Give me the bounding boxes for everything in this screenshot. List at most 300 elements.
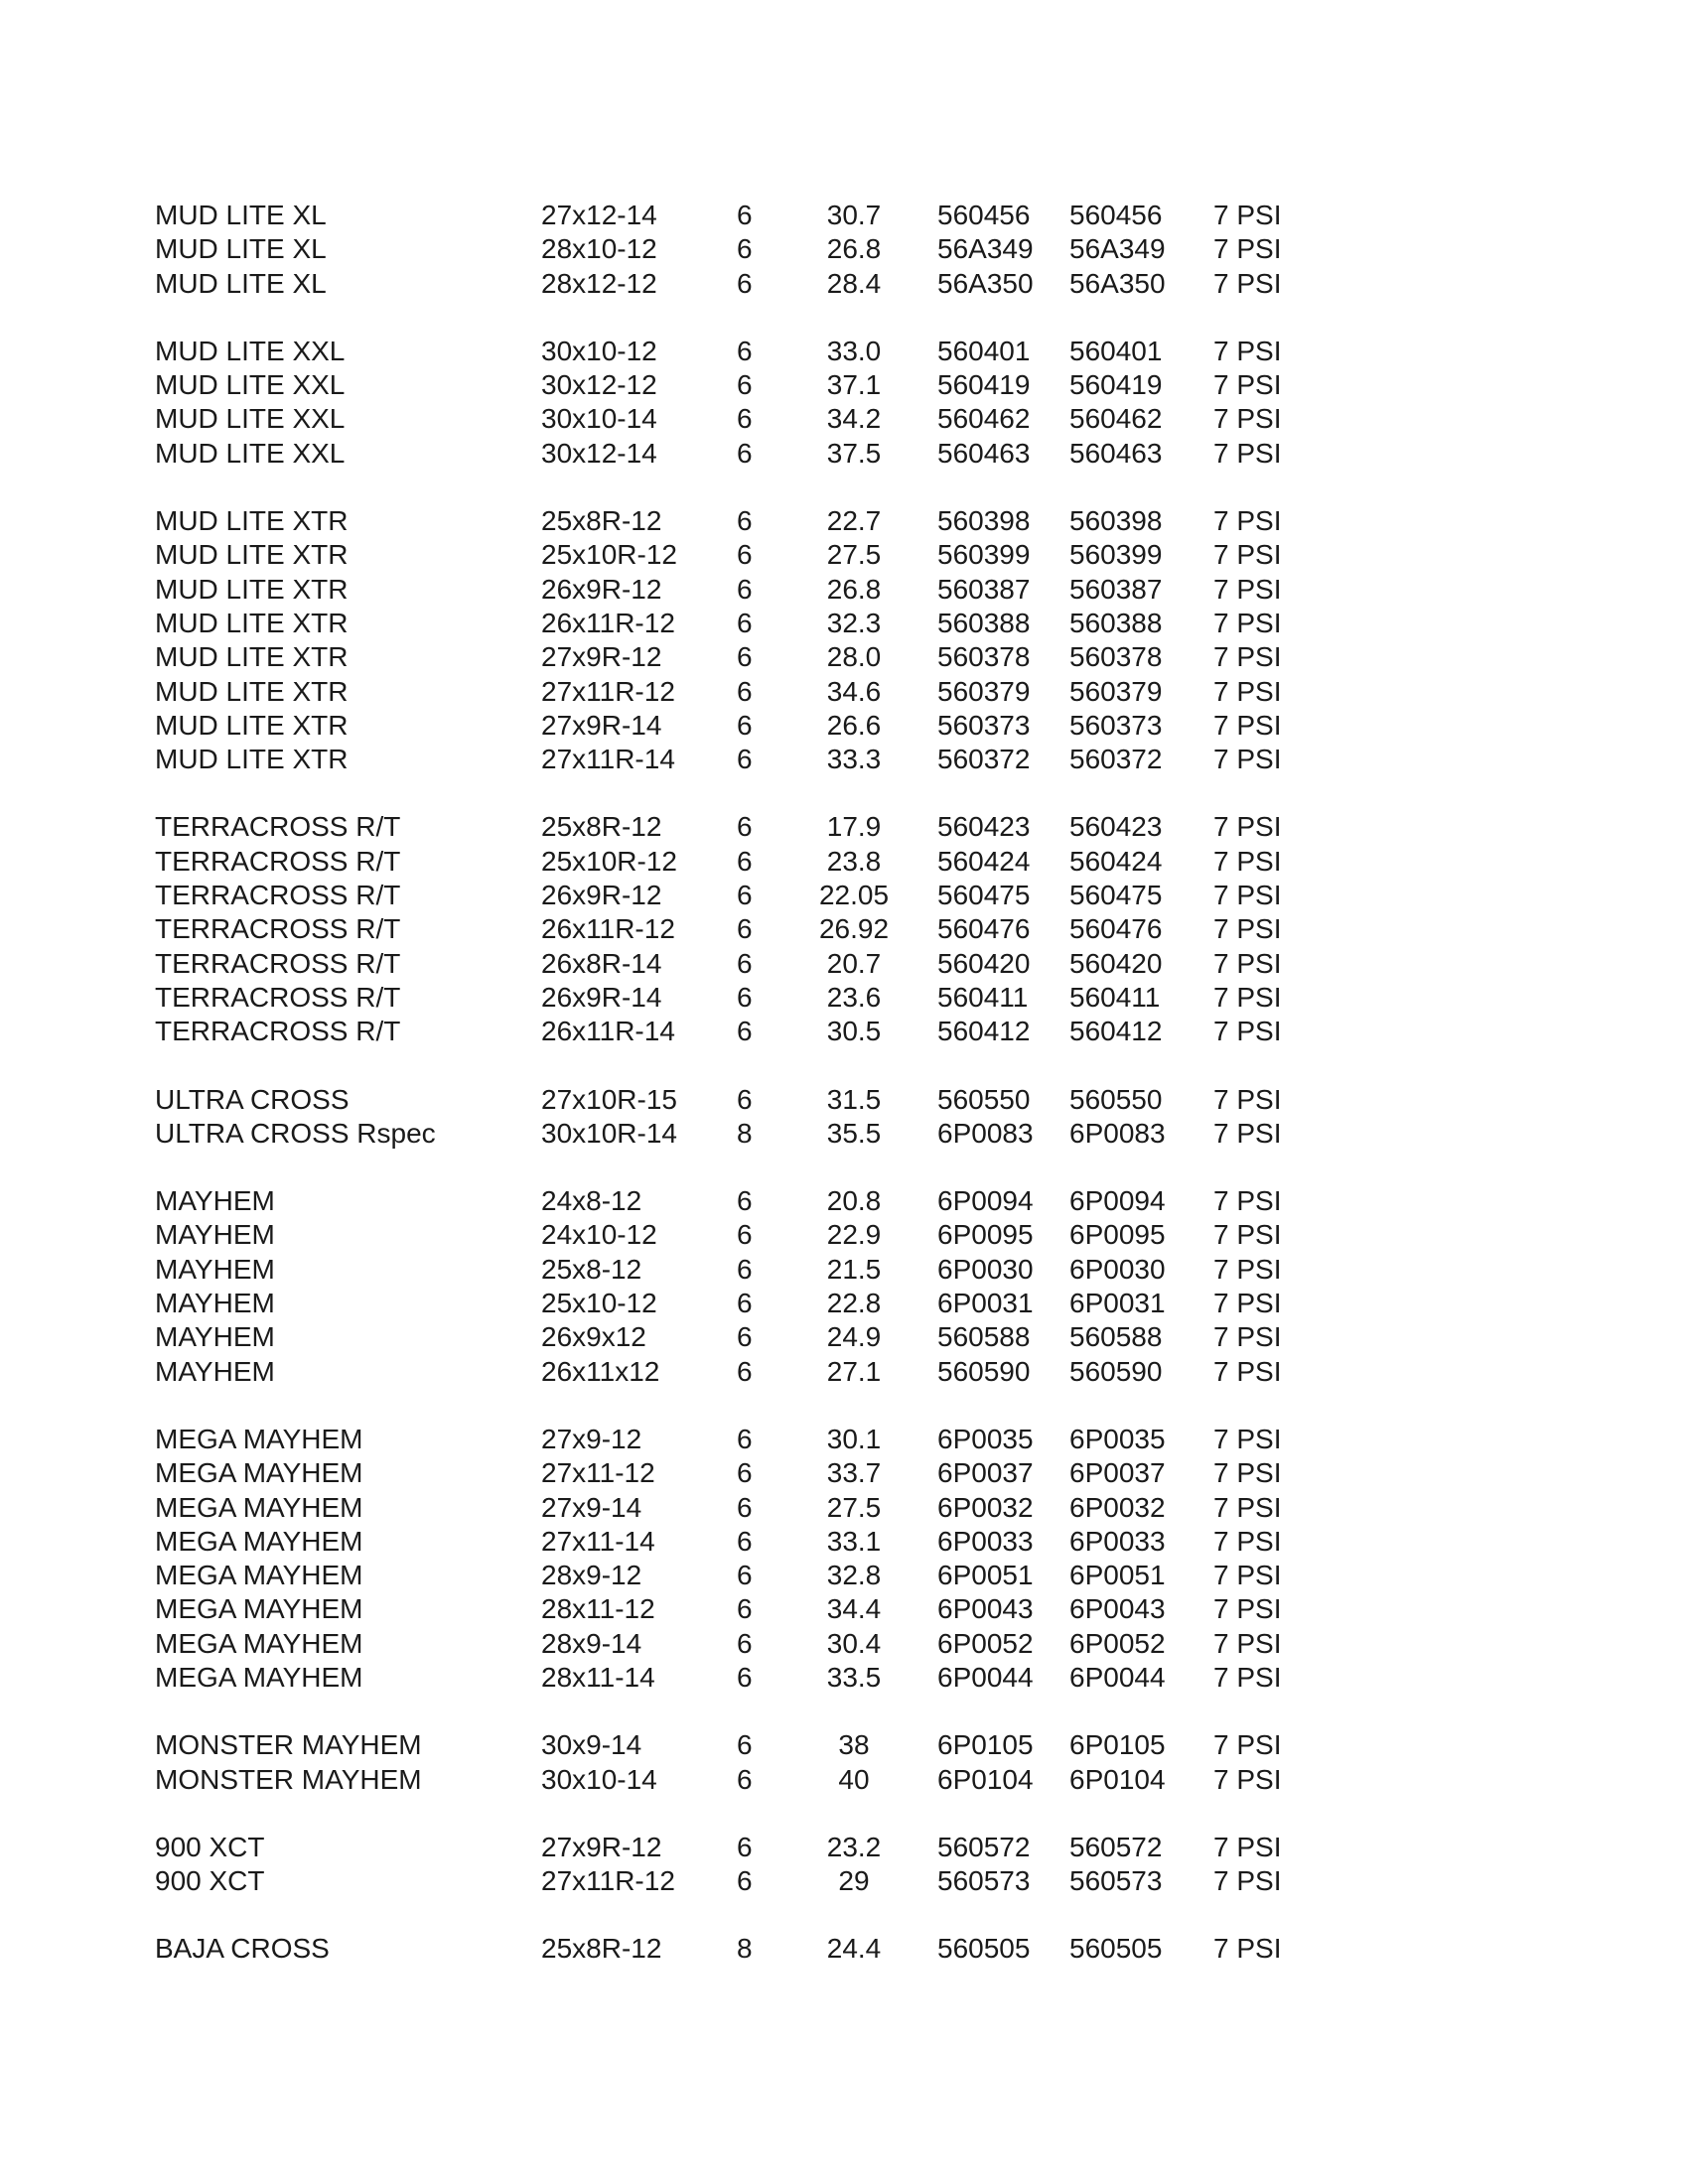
size-cell: 30x10R-14 bbox=[541, 1117, 677, 1149]
part-number-cell: 560399 bbox=[937, 539, 1031, 571]
part-number-alt-cell: 6P0095 bbox=[1069, 1219, 1166, 1251]
pressure-cell: 7 PSI bbox=[1213, 1219, 1282, 1251]
table-row bbox=[0, 640, 1688, 674]
table-row bbox=[0, 709, 1688, 743]
pressure-cell: 7 PSI bbox=[1213, 1321, 1282, 1353]
part-number-cell: 560424 bbox=[937, 845, 1031, 877]
ply-cell: 6 bbox=[737, 947, 753, 979]
table-row bbox=[0, 1627, 1688, 1661]
tire-group bbox=[0, 810, 1688, 1048]
table-row bbox=[0, 912, 1688, 946]
tire-group bbox=[0, 1184, 1688, 1389]
size-cell: 27x11R-12 bbox=[541, 675, 675, 707]
part-number-alt-cell: 6P0031 bbox=[1069, 1288, 1166, 1319]
ply-cell: 6 bbox=[737, 1593, 753, 1625]
size-cell: 26x8R-14 bbox=[541, 947, 662, 979]
table-row bbox=[0, 1083, 1688, 1117]
pressure-cell: 7 PSI bbox=[1213, 1831, 1282, 1862]
tire-group bbox=[0, 199, 1688, 301]
model-cell: TERRACROSS R/T bbox=[155, 981, 401, 1013]
model-cell: MUD LITE XXL bbox=[155, 369, 346, 401]
pressure-cell: 7 PSI bbox=[1213, 1083, 1282, 1115]
model-cell: MEGA MAYHEM bbox=[155, 1593, 363, 1625]
part-number-alt-cell: 560476 bbox=[1069, 913, 1163, 945]
part-number-alt-cell: 560412 bbox=[1069, 1016, 1163, 1047]
table-row bbox=[0, 1592, 1688, 1626]
model-cell: MAYHEM bbox=[155, 1219, 275, 1251]
part-number-cell: 560456 bbox=[937, 200, 1031, 230]
table-row bbox=[0, 232, 1688, 266]
part-number-alt-cell: 560505 bbox=[1069, 1933, 1163, 1965]
model-cell: MEGA MAYHEM bbox=[155, 1560, 363, 1591]
part-number-alt-cell: 560373 bbox=[1069, 709, 1163, 741]
part-number-alt-cell: 560463 bbox=[1069, 437, 1163, 469]
pressure-cell: 7 PSI bbox=[1213, 1016, 1282, 1047]
ply-cell: 6 bbox=[737, 709, 753, 741]
model-cell: MUD LITE XTR bbox=[155, 744, 349, 775]
part-number-cell: 560379 bbox=[937, 675, 1031, 707]
ply-cell: 6 bbox=[737, 1491, 753, 1523]
weight-cell: 28.0 bbox=[826, 641, 882, 673]
part-number-alt-cell: 6P0043 bbox=[1069, 1593, 1166, 1625]
pressure-cell: 7 PSI bbox=[1213, 1253, 1282, 1285]
weight-cell: 32.8 bbox=[826, 1560, 882, 1591]
weight-cell: 23.2 bbox=[826, 1831, 882, 1862]
part-number-alt-cell: 560462 bbox=[1069, 403, 1163, 435]
size-cell: 26x9R-12 bbox=[541, 880, 662, 911]
ply-cell: 6 bbox=[737, 267, 753, 299]
size-cell: 26x11R-12 bbox=[541, 913, 675, 945]
table-row bbox=[0, 1355, 1688, 1389]
weight-cell: 26.6 bbox=[826, 709, 882, 741]
part-number-alt-cell: 6P0083 bbox=[1069, 1117, 1166, 1149]
part-number-alt-cell: 560398 bbox=[1069, 505, 1163, 537]
size-cell: 24x8-12 bbox=[541, 1185, 642, 1217]
size-cell: 26x11x12 bbox=[541, 1355, 660, 1387]
pressure-cell: 7 PSI bbox=[1213, 981, 1282, 1013]
weight-cell: 22.9 bbox=[826, 1219, 882, 1251]
size-cell: 27x11-12 bbox=[541, 1457, 655, 1489]
pressure-cell: 7 PSI bbox=[1213, 1288, 1282, 1319]
model-cell: TERRACROSS R/T bbox=[155, 1016, 401, 1047]
weight-cell: 40 bbox=[838, 1763, 870, 1795]
size-cell: 27x9R-14 bbox=[541, 709, 662, 741]
weight-cell: 26.8 bbox=[826, 573, 882, 605]
pressure-cell: 7 PSI bbox=[1213, 1457, 1282, 1489]
weight-cell: 30.7 bbox=[826, 200, 882, 230]
size-cell: 27x11R-12 bbox=[541, 1865, 675, 1897]
part-number-cell: 6P0104 bbox=[937, 1763, 1034, 1795]
pressure-cell: 7 PSI bbox=[1213, 1593, 1282, 1625]
part-number-alt-cell: 560379 bbox=[1069, 675, 1163, 707]
part-number-cell: 56A350 bbox=[937, 267, 1034, 299]
table-row bbox=[0, 335, 1688, 368]
model-cell: MUD LITE XTR bbox=[155, 539, 349, 571]
part-number-alt-cell: 560456 bbox=[1069, 200, 1163, 230]
ply-cell: 6 bbox=[737, 1083, 753, 1115]
part-number-alt-cell: 560590 bbox=[1069, 1355, 1163, 1387]
ply-cell: 6 bbox=[737, 675, 753, 707]
size-cell: 27x12-14 bbox=[541, 200, 657, 230]
size-cell: 25x10-12 bbox=[541, 1288, 657, 1319]
table-row bbox=[0, 607, 1688, 640]
ply-cell: 6 bbox=[737, 539, 753, 571]
pressure-cell: 7 PSI bbox=[1213, 369, 1282, 401]
part-number-alt-cell: 560388 bbox=[1069, 607, 1163, 638]
size-cell: 24x10-12 bbox=[541, 1219, 657, 1251]
table-row bbox=[0, 402, 1688, 436]
part-number-alt-cell: 560423 bbox=[1069, 811, 1163, 843]
size-cell: 25x8-12 bbox=[541, 1253, 642, 1285]
table-row bbox=[0, 1184, 1688, 1218]
model-cell: MUD LITE XL bbox=[155, 233, 327, 265]
model-cell: BAJA CROSS bbox=[155, 1933, 330, 1965]
ply-cell: 6 bbox=[737, 200, 753, 230]
part-number-cell: 560423 bbox=[937, 811, 1031, 843]
part-number-cell: 6P0044 bbox=[937, 1661, 1034, 1693]
part-number-alt-cell: 560387 bbox=[1069, 573, 1163, 605]
model-cell: ULTRA CROSS Rspec bbox=[155, 1117, 436, 1149]
model-cell: MAYHEM bbox=[155, 1355, 275, 1387]
weight-cell: 33.5 bbox=[826, 1661, 882, 1693]
part-number-alt-cell: 6P0032 bbox=[1069, 1491, 1166, 1523]
weight-cell: 27.1 bbox=[826, 1355, 882, 1387]
table-row bbox=[0, 267, 1688, 301]
model-cell: MAYHEM bbox=[155, 1253, 275, 1285]
part-number-cell: 560462 bbox=[937, 403, 1031, 435]
ply-cell: 6 bbox=[737, 1627, 753, 1659]
table-row bbox=[0, 1423, 1688, 1456]
table-row bbox=[0, 1456, 1688, 1490]
model-cell: 900 XCT bbox=[155, 1865, 265, 1897]
size-cell: 30x12-14 bbox=[541, 437, 657, 469]
weight-cell: 27.5 bbox=[826, 539, 882, 571]
model-cell: MUD LITE XTR bbox=[155, 709, 349, 741]
table-row bbox=[0, 879, 1688, 912]
weight-cell: 37.5 bbox=[826, 437, 882, 469]
pressure-cell: 7 PSI bbox=[1213, 1763, 1282, 1795]
part-number-cell: 6P0094 bbox=[937, 1185, 1034, 1217]
ply-cell: 6 bbox=[737, 573, 753, 605]
weight-cell: 34.2 bbox=[826, 403, 882, 435]
ply-cell: 6 bbox=[737, 1288, 753, 1319]
table-row bbox=[0, 1932, 1688, 1966]
pressure-cell: 7 PSI bbox=[1213, 709, 1282, 741]
size-cell: 26x11R-12 bbox=[541, 607, 675, 638]
pressure-cell: 7 PSI bbox=[1213, 1491, 1282, 1523]
pressure-cell: 7 PSI bbox=[1213, 335, 1282, 366]
weight-cell: 27.5 bbox=[826, 1491, 882, 1523]
weight-cell: 33.0 bbox=[826, 335, 882, 366]
model-cell: MEGA MAYHEM bbox=[155, 1661, 363, 1693]
ply-cell: 6 bbox=[737, 1865, 753, 1897]
ply-cell: 6 bbox=[737, 1661, 753, 1693]
part-number-cell: 6P0051 bbox=[937, 1560, 1034, 1591]
ply-cell: 6 bbox=[737, 641, 753, 673]
pressure-cell: 7 PSI bbox=[1213, 845, 1282, 877]
table-row bbox=[0, 1253, 1688, 1287]
ply-cell: 6 bbox=[737, 1219, 753, 1251]
part-number-cell: 560475 bbox=[937, 880, 1031, 911]
weight-cell: 35.5 bbox=[826, 1117, 882, 1149]
part-number-alt-cell: 560550 bbox=[1069, 1083, 1163, 1115]
part-number-cell: 560401 bbox=[937, 335, 1031, 366]
weight-cell: 31.5 bbox=[826, 1083, 882, 1115]
part-number-cell: 560378 bbox=[937, 641, 1031, 673]
model-cell: MONSTER MAYHEM bbox=[155, 1763, 422, 1795]
tire-group bbox=[0, 1083, 1688, 1152]
ply-cell: 6 bbox=[737, 1423, 753, 1454]
weight-cell: 23.6 bbox=[826, 981, 882, 1013]
table-row bbox=[0, 1117, 1688, 1151]
weight-cell: 21.5 bbox=[826, 1253, 882, 1285]
ply-cell: 6 bbox=[737, 1185, 753, 1217]
model-cell: TERRACROSS R/T bbox=[155, 880, 401, 911]
weight-cell: 30.1 bbox=[826, 1423, 882, 1454]
part-number-cell: 6P0037 bbox=[937, 1457, 1034, 1489]
weight-cell: 34.6 bbox=[826, 675, 882, 707]
pressure-cell: 7 PSI bbox=[1213, 1560, 1282, 1591]
part-number-cell: 560398 bbox=[937, 505, 1031, 537]
part-number-alt-cell: 560420 bbox=[1069, 947, 1163, 979]
model-cell: MUD LITE XL bbox=[155, 200, 327, 230]
ply-cell: 6 bbox=[737, 335, 753, 366]
part-number-cell: 560388 bbox=[937, 607, 1031, 638]
model-cell: MEGA MAYHEM bbox=[155, 1627, 363, 1659]
table-row bbox=[0, 1831, 1688, 1864]
size-cell: 25x8R-12 bbox=[541, 505, 662, 537]
weight-cell: 32.3 bbox=[826, 607, 882, 638]
model-cell: 900 XCT bbox=[155, 1831, 265, 1862]
part-number-alt-cell: 560378 bbox=[1069, 641, 1163, 673]
pressure-cell: 7 PSI bbox=[1213, 1627, 1282, 1659]
part-number-cell: 6P0105 bbox=[937, 1729, 1034, 1761]
table-row bbox=[0, 1728, 1688, 1762]
weight-cell: 30.4 bbox=[826, 1627, 882, 1659]
size-cell: 27x9R-12 bbox=[541, 1831, 662, 1862]
part-number-cell: 6P0095 bbox=[937, 1219, 1034, 1251]
part-number-cell: 560588 bbox=[937, 1321, 1031, 1353]
weight-cell: 20.8 bbox=[826, 1185, 882, 1217]
model-cell: MUD LITE XXL bbox=[155, 437, 346, 469]
part-number-cell: 6P0052 bbox=[937, 1627, 1034, 1659]
size-cell: 27x11-14 bbox=[541, 1525, 655, 1557]
model-cell: TERRACROSS R/T bbox=[155, 811, 401, 843]
part-number-alt-cell: 6P0094 bbox=[1069, 1185, 1166, 1217]
model-cell: MEGA MAYHEM bbox=[155, 1491, 363, 1523]
model-cell: MEGA MAYHEM bbox=[155, 1457, 363, 1489]
part-number-cell: 560550 bbox=[937, 1083, 1031, 1115]
ply-cell: 6 bbox=[737, 744, 753, 775]
pressure-cell: 7 PSI bbox=[1213, 641, 1282, 673]
pressure-cell: 7 PSI bbox=[1213, 1933, 1282, 1965]
ply-cell: 6 bbox=[737, 1016, 753, 1047]
ply-cell: 6 bbox=[737, 1831, 753, 1862]
size-cell: 25x8R-12 bbox=[541, 1933, 662, 1965]
table-row bbox=[0, 1320, 1688, 1354]
ply-cell: 6 bbox=[737, 1321, 753, 1353]
part-number-cell: 560411 bbox=[937, 981, 1029, 1013]
part-number-cell: 6P0031 bbox=[937, 1288, 1034, 1319]
part-number-alt-cell: 6P0037 bbox=[1069, 1457, 1166, 1489]
table-row bbox=[0, 743, 1688, 776]
part-number-cell: 6P0083 bbox=[937, 1117, 1034, 1149]
ply-cell: 6 bbox=[737, 913, 753, 945]
size-cell: 28x9-14 bbox=[541, 1627, 642, 1659]
ply-cell: 6 bbox=[737, 233, 753, 265]
size-cell: 26x9R-14 bbox=[541, 981, 662, 1013]
table-row bbox=[0, 1015, 1688, 1048]
pressure-cell: 7 PSI bbox=[1213, 200, 1282, 230]
part-number-cell: 6P0033 bbox=[937, 1525, 1034, 1557]
ply-cell: 6 bbox=[737, 981, 753, 1013]
size-cell: 30x10-14 bbox=[541, 403, 657, 435]
part-number-alt-cell: 6P0030 bbox=[1069, 1253, 1166, 1285]
size-cell: 28x9-12 bbox=[541, 1560, 642, 1591]
size-cell: 27x9-12 bbox=[541, 1423, 642, 1454]
part-number-alt-cell: 6P0052 bbox=[1069, 1627, 1166, 1659]
pressure-cell: 7 PSI bbox=[1213, 1117, 1282, 1149]
ply-cell: 6 bbox=[737, 607, 753, 638]
part-number-alt-cell: 6P0051 bbox=[1069, 1560, 1166, 1591]
model-cell: MUD LITE XTR bbox=[155, 675, 349, 707]
weight-cell: 17.9 bbox=[826, 811, 882, 843]
weight-cell: 24.9 bbox=[826, 1321, 882, 1353]
size-cell: 30x10-14 bbox=[541, 1763, 657, 1795]
pressure-cell: 7 PSI bbox=[1213, 1729, 1282, 1761]
pressure-cell: 7 PSI bbox=[1213, 539, 1282, 571]
part-number-alt-cell: 56A349 bbox=[1069, 233, 1166, 265]
size-cell: 30x12-12 bbox=[541, 369, 657, 401]
size-cell: 28x12-12 bbox=[541, 267, 657, 299]
ply-cell: 6 bbox=[737, 437, 753, 469]
part-number-cell: 560590 bbox=[937, 1355, 1031, 1387]
size-cell: 27x9R-12 bbox=[541, 641, 662, 673]
table-row bbox=[0, 1525, 1688, 1559]
weight-cell: 22.7 bbox=[826, 505, 882, 537]
pressure-cell: 7 PSI bbox=[1213, 1355, 1282, 1387]
model-cell: MUD LITE XXL bbox=[155, 335, 346, 366]
pressure-cell: 7 PSI bbox=[1213, 913, 1282, 945]
ply-cell: 6 bbox=[737, 369, 753, 401]
size-cell: 26x9R-12 bbox=[541, 573, 662, 605]
part-number-alt-cell: 560399 bbox=[1069, 539, 1163, 571]
size-cell: 26x11R-14 bbox=[541, 1016, 675, 1047]
weight-cell: 29 bbox=[838, 1865, 870, 1897]
weight-cell: 33.1 bbox=[826, 1525, 882, 1557]
table-row bbox=[0, 1763, 1688, 1797]
table-row bbox=[0, 199, 1688, 232]
table-row bbox=[0, 1287, 1688, 1320]
size-cell: 30x9-14 bbox=[541, 1729, 642, 1761]
tire-group bbox=[0, 335, 1688, 471]
ply-cell: 8 bbox=[737, 1933, 753, 1965]
table-row bbox=[0, 437, 1688, 471]
table-row bbox=[0, 538, 1688, 572]
model-cell: MONSTER MAYHEM bbox=[155, 1729, 422, 1761]
table-row bbox=[0, 504, 1688, 538]
pressure-cell: 7 PSI bbox=[1213, 1423, 1282, 1454]
ply-cell: 6 bbox=[737, 1525, 753, 1557]
model-cell: MEGA MAYHEM bbox=[155, 1525, 363, 1557]
tire-group bbox=[0, 1932, 1688, 1966]
weight-cell: 30.5 bbox=[826, 1016, 882, 1047]
weight-cell: 22.8 bbox=[826, 1288, 882, 1319]
size-cell: 25x10R-12 bbox=[541, 845, 677, 877]
weight-cell: 28.4 bbox=[826, 267, 882, 299]
pressure-cell: 7 PSI bbox=[1213, 505, 1282, 537]
size-cell: 30x10-12 bbox=[541, 335, 657, 366]
part-number-cell: 6P0030 bbox=[937, 1253, 1034, 1285]
weight-cell: 34.4 bbox=[826, 1593, 882, 1625]
model-cell: MEGA MAYHEM bbox=[155, 1423, 363, 1454]
part-number-alt-cell: 560419 bbox=[1069, 369, 1163, 401]
model-cell: TERRACROSS R/T bbox=[155, 913, 401, 945]
part-number-alt-cell: 6P0035 bbox=[1069, 1423, 1166, 1454]
part-number-cell: 560505 bbox=[937, 1933, 1031, 1965]
size-cell: 28x11-12 bbox=[541, 1593, 655, 1625]
part-number-alt-cell: 6P0033 bbox=[1069, 1525, 1166, 1557]
table-row bbox=[0, 981, 1688, 1015]
weight-cell: 22.05 bbox=[818, 880, 890, 911]
ply-cell: 6 bbox=[737, 845, 753, 877]
model-cell: MUD LITE XTR bbox=[155, 573, 349, 605]
ply-cell: 6 bbox=[737, 1355, 753, 1387]
part-number-alt-cell: 560411 bbox=[1069, 981, 1161, 1013]
model-cell: MUD LITE XL bbox=[155, 267, 327, 299]
table-row bbox=[0, 1661, 1688, 1695]
part-number-cell: 56A349 bbox=[937, 233, 1034, 265]
ply-cell: 6 bbox=[737, 1560, 753, 1591]
model-cell: TERRACROSS R/T bbox=[155, 947, 401, 979]
part-number-cell: 560387 bbox=[937, 573, 1031, 605]
model-cell: MUD LITE XXL bbox=[155, 403, 346, 435]
part-number-alt-cell: 560588 bbox=[1069, 1321, 1163, 1353]
part-number-alt-cell: 560573 bbox=[1069, 1865, 1163, 1897]
ply-cell: 6 bbox=[737, 1457, 753, 1489]
tire-spec-table bbox=[0, 199, 1688, 1967]
ply-cell: 8 bbox=[737, 1117, 753, 1149]
weight-cell: 20.7 bbox=[826, 947, 882, 979]
pressure-cell: 7 PSI bbox=[1213, 880, 1282, 911]
table-row bbox=[0, 1559, 1688, 1592]
size-cell: 27x9-14 bbox=[541, 1491, 642, 1523]
ply-cell: 6 bbox=[737, 403, 753, 435]
part-number-alt-cell: 560572 bbox=[1069, 1831, 1163, 1862]
part-number-cell: 6P0043 bbox=[937, 1593, 1034, 1625]
model-cell: ULTRA CROSS bbox=[155, 1083, 350, 1115]
weight-cell: 38 bbox=[838, 1729, 870, 1761]
part-number-alt-cell: 6P0044 bbox=[1069, 1661, 1166, 1693]
size-cell: 27x11R-14 bbox=[541, 744, 675, 775]
ply-cell: 6 bbox=[737, 505, 753, 537]
pressure-cell: 7 PSI bbox=[1213, 1865, 1282, 1897]
part-number-alt-cell: 6P0104 bbox=[1069, 1763, 1166, 1795]
ply-cell: 6 bbox=[737, 1763, 753, 1795]
pressure-cell: 7 PSI bbox=[1213, 1525, 1282, 1557]
part-number-cell: 560463 bbox=[937, 437, 1031, 469]
pressure-cell: 7 PSI bbox=[1213, 607, 1282, 638]
pressure-cell: 7 PSI bbox=[1213, 233, 1282, 265]
part-number-alt-cell: 560475 bbox=[1069, 880, 1163, 911]
tire-group bbox=[0, 1728, 1688, 1797]
part-number-alt-cell: 560424 bbox=[1069, 845, 1163, 877]
pressure-cell: 7 PSI bbox=[1213, 675, 1282, 707]
table-row bbox=[0, 947, 1688, 981]
model-cell: MAYHEM bbox=[155, 1185, 275, 1217]
tire-group bbox=[0, 504, 1688, 776]
model-cell: MAYHEM bbox=[155, 1288, 275, 1319]
